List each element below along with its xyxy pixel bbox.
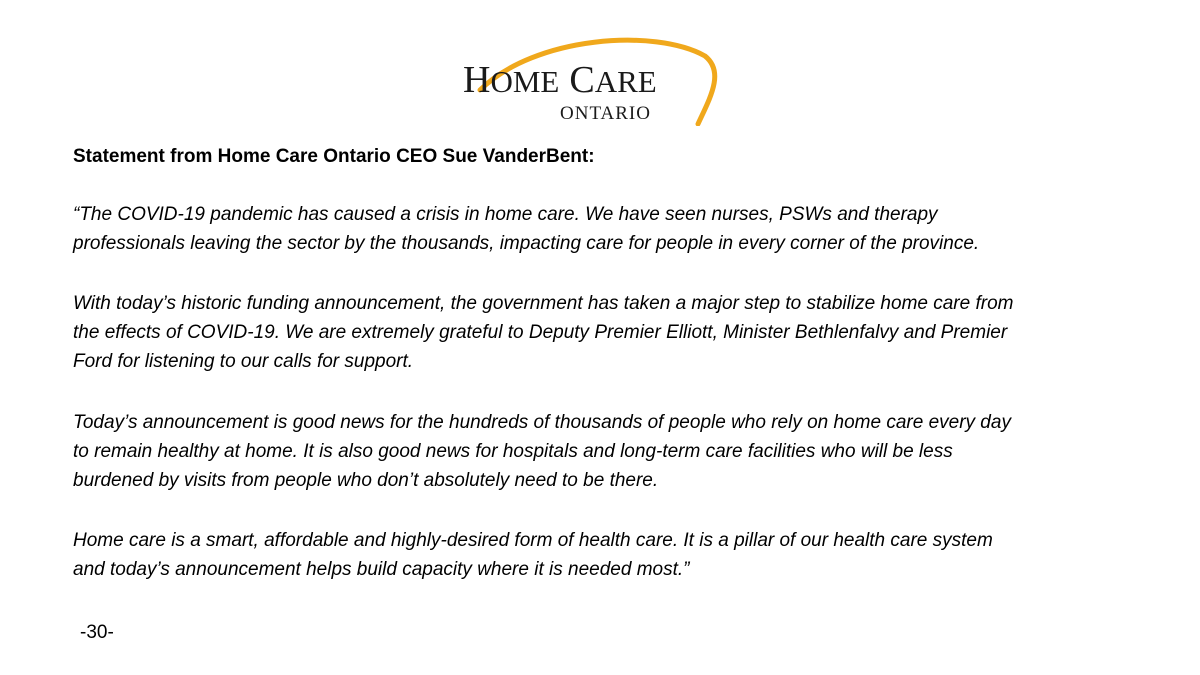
end-mark: -30-	[80, 622, 114, 643]
paragraph-line: to remain healthy at home. It is also good news for hospitals and long-term care facilities who will be less	[73, 441, 953, 462]
paragraph-line: burdened by visits from people who don’t absolutely need to be there.	[73, 470, 659, 491]
paragraph-line: With today’s historic funding announcement, the government has taken a major step to stabilize home care from	[73, 293, 1014, 314]
statement-paragraph-4	[73, 526, 1153, 584]
paragraph-line: Today’s announcement is good news for the hundreds of thousands of people who rely on home care every day	[73, 412, 1011, 433]
paragraph-line: and today’s announcement helps build capacity where it is needed most.”	[73, 559, 690, 580]
logo-home-care-text: HOME CARE	[463, 59, 657, 101]
statement-paragraph-1	[73, 200, 1153, 258]
paragraph-line: Home care is a smart, affordable and highly-desired form of health care. It is a pillar of our health care system	[73, 530, 993, 551]
logo-ontario-text: ONTARIO	[560, 103, 651, 124]
statement-paragraph-2	[73, 289, 1153, 376]
paragraph-line: “The COVID-19 pandemic has caused a crisis in home care. We have seen nurses, PSWs and therapy	[73, 204, 938, 225]
paragraph-line: Ford for listening to our calls for support.	[73, 351, 414, 372]
statement-heading: Statement from Home Care Ontario CEO Sue VanderBent:	[73, 146, 595, 167]
home-care-ontario-logo-graphic	[460, 28, 750, 126]
paragraph-line: the effects of COVID-19. We are extremely grateful to Deputy Premier Elliott, Minister Bethlenfalvy and Premier	[73, 322, 1008, 343]
paragraph-line: professionals leaving the sector by the thousands, impacting care for people in every corner of the province.	[73, 233, 980, 254]
statement-paragraph-3	[73, 408, 1153, 495]
home-care-ontario-logo	[460, 28, 750, 126]
